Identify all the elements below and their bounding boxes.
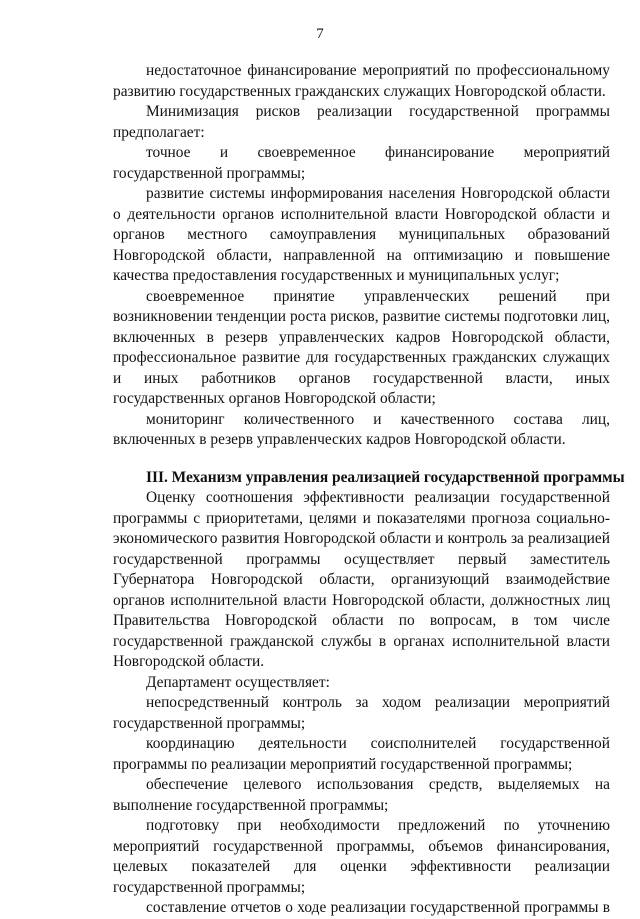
paragraph: Оценку соотношения эффективности реализации государственной программы с приоритетами, целями и показателями прогноза социально-экономического развития Новгородской области и контроль за реализацией государственной программы осуществляет первый заместитель Губернатора Новгородской области, организующий взаимодействие органов исполнительной власти Новгородской области, должностных лиц Правительства Новгородской области по вопросам, в том числе государственной гражданской службы в органах исполнительной власти Новгородской области.: [113, 489, 610, 670]
paragraph: мониторинг количественного и качественного состава лиц, включенных в резерв управленческих кадров Новгородской области.: [113, 410, 610, 448]
paragraph: развитие системы информирования населения Новгородской области о деятельности органов исполнительной власти Новгородской области и органов местного самоуправления муниципальных образований Новгородской области, направленной на оптимизацию и повышение качества предоставления государственных и муниципальных услуг;: [113, 185, 610, 284]
page-number: 7: [316, 26, 324, 42]
paragraph: составление отчетов о ходе реализации государственной программы в: [146, 899, 610, 916]
paragraph: недостаточное финансирование мероприятий по профессиональному развитию государственных гражданских служащих Новгородской области.: [113, 62, 610, 100]
paragraph: обеспечение целевого использования средств, выделяемых на выполнение государственной программы;: [113, 776, 610, 814]
paragraph: непосредственный контроль за ходом реализации мероприятий государственной программы;: [113, 694, 610, 732]
paragraph: координацию деятельности соисполнителей государственной программы по реализации мероприятий государственной программы;: [113, 735, 610, 773]
document-body: [113, 61, 625, 919]
paragraph: Департамент осуществляет:: [146, 673, 330, 691]
paragraph: Минимизация рисков реализации государственной программы предполагает:: [113, 103, 610, 141]
section-heading: III. Механизм управления реализацией государственной программы: [146, 468, 625, 486]
paragraph: точное и своевременное финансирование мероприятий государственной программы;: [113, 144, 610, 182]
paragraph: своевременное принятие управленческих решений при возникновении тенденции роста рисков, развитие системы подготовки лиц, включенных в резерв управленческих кадров Новгородской области, профессиональное развитие для государственных гражданских служащих и иных работников органов государственной власти, иных государственных органов Новгородской области;: [113, 287, 610, 407]
paragraph: подготовку при необходимости предложений по уточнению мероприятий государственной программы, объемов финансирования, целевых показателей для оценки эффективности реализации государственной программы;: [113, 817, 610, 896]
